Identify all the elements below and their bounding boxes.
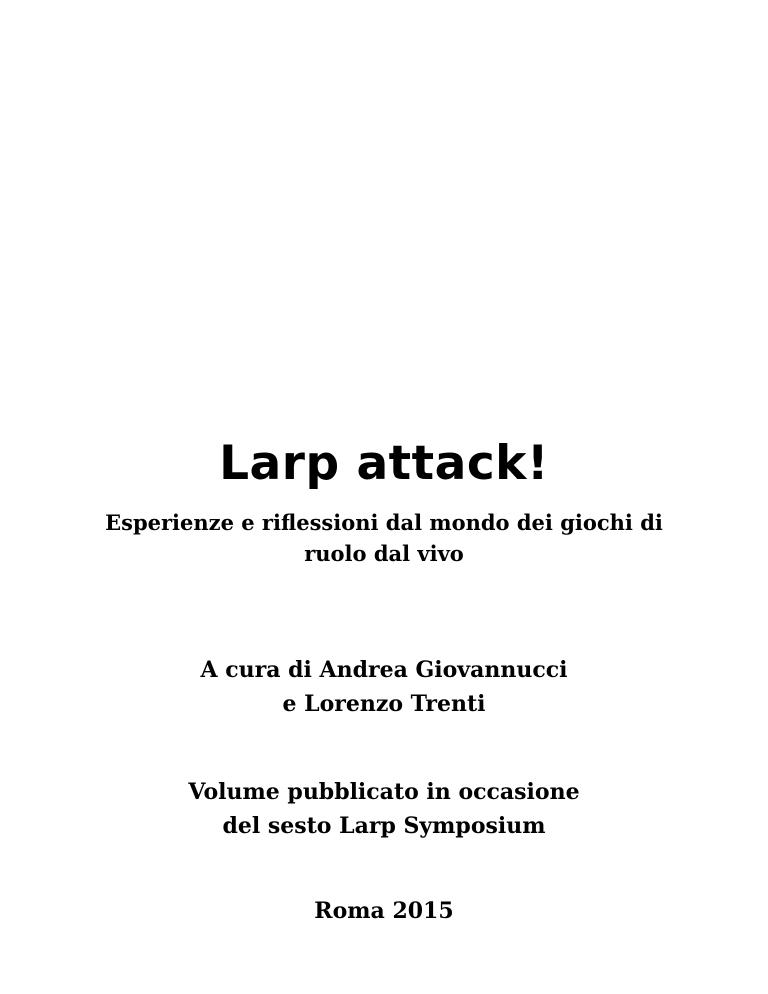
subtitle-line-1: Esperienze e riflessioni dal mondo dei giochi di <box>105 510 663 535</box>
occasion-line-2: del sesto Larp Symposium <box>222 813 546 839</box>
book-subtitle <box>0 507 768 569</box>
occasion-line-1: Volume pubblicato in occasione <box>188 779 580 805</box>
place-and-year: Roma 2015 <box>314 898 454 924</box>
publication-occasion <box>0 775 768 843</box>
editors-line-1: A cura di Andrea Giovannucci <box>200 657 568 683</box>
editors-line-2: e Lorenzo Trenti <box>282 691 486 717</box>
subtitle-line-2: ruolo dal vivo <box>304 541 464 566</box>
editors-credit <box>0 653 768 721</box>
book-title: Larp attack! <box>219 436 549 491</box>
